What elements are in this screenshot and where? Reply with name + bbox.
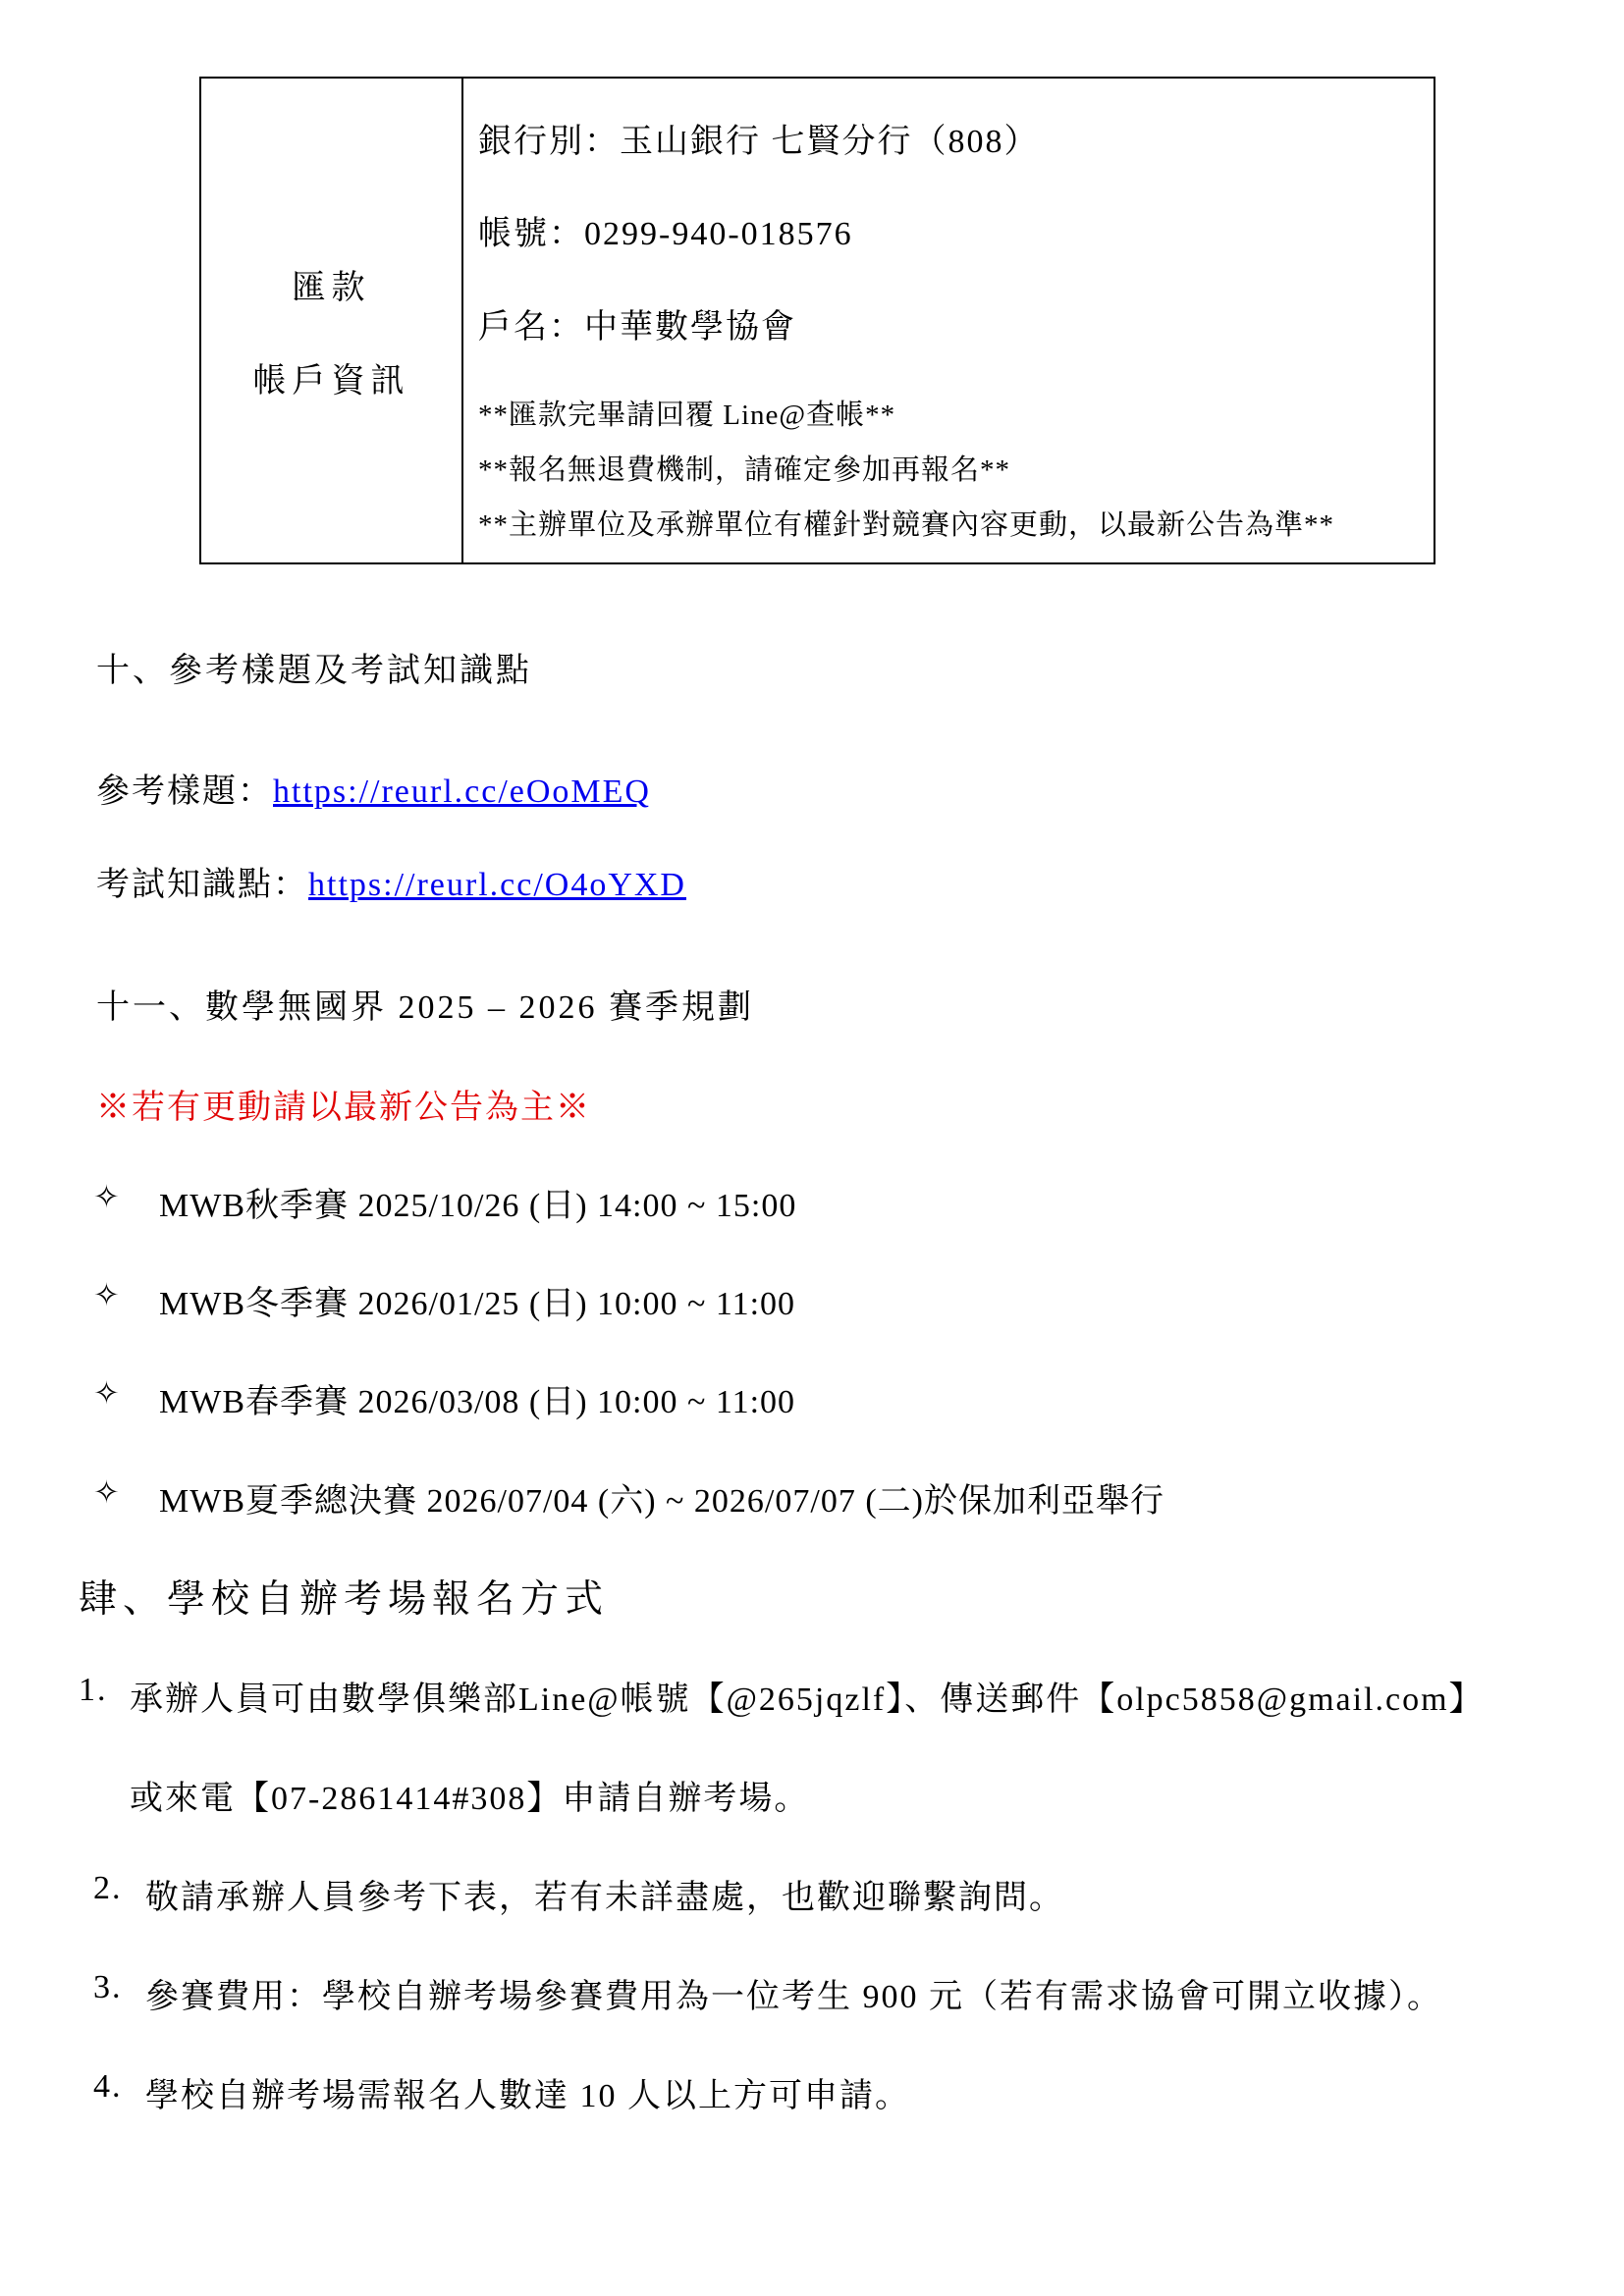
- list-item-text: 承辦人員可由數學俱樂部Line@帳號【@265jqzlf】、傳送郵件【olpc5858@gmail.com】: [130, 1682, 1485, 1718]
- note-line-check: **匯款完畢請回覆 Line@查帳**: [478, 400, 896, 431]
- remit-label-line1: 匯款: [292, 270, 371, 306]
- sample-questions-link[interactable]: https://reurl.cc/eOoMEQ: [273, 774, 651, 810]
- account-number: 帳號：0299-940-018576: [478, 216, 853, 252]
- section11-heading: 十一、數學無國界 2025 – 2026 賽季規劃: [96, 989, 754, 1026]
- section10-heading: 十、參考樣題及考試知識點: [96, 653, 532, 689]
- list-item-text: 參賽費用：學校自辦考場參賽費用為一位考生 900 元（若有需求協會可開立收據）。: [145, 1979, 1442, 2015]
- sample-questions-row: [96, 764, 651, 812]
- list-item-number: 3.: [93, 1969, 123, 2005]
- list-item-text: 學校自辦考場需報名人數達 10 人以上方可申請。: [145, 2078, 910, 2114]
- table-divider: [461, 79, 463, 562]
- bullet-star-icon: ✧: [93, 1375, 120, 1411]
- remit-label-line2: 帳戶資訊: [252, 363, 410, 400]
- bullet-star-icon: ✧: [93, 1179, 120, 1214]
- sample-questions-label: 參考樣題：: [96, 774, 273, 810]
- list-item-number: 4.: [93, 2068, 123, 2105]
- knowledge-points-link[interactable]: https://reurl.cc/O4oYXD: [308, 867, 686, 903]
- change-notice: ※若有更動請以最新公告為主※: [96, 1090, 591, 1126]
- list-item-number: 2.: [93, 1870, 123, 1906]
- schedule-item: MWB冬季賽 2026/01/25 (日) 10:00 ~ 11:00: [159, 1286, 796, 1322]
- list-item-number: 1.: [79, 1672, 108, 1708]
- section4-heading: 肆、學校自辦考場報名方式: [79, 1578, 610, 1621]
- note-no-refund: **報名無退費機制，請確定參加再報名**: [478, 454, 1011, 486]
- bullet-star-icon: ✧: [93, 1277, 120, 1312]
- bank-name: 銀行別：玉山銀行 七賢分行（808）: [478, 124, 1040, 160]
- bullet-star-icon: ✧: [93, 1474, 120, 1510]
- note-right-to-change: **主辦單位及承辦單位有權針對競賽內容更動，以最新公告為準**: [478, 509, 1335, 541]
- list-item-text-cont: 或來電【07-2861414#308】申請自辦考場。: [130, 1781, 810, 1817]
- schedule-item: MWB秋季賽 2025/10/26 (日) 14:00 ~ 15:00: [159, 1188, 797, 1224]
- list-item-text: 敬請承辦人員參考下表，若有未詳盡處，也歡迎聯繫詢問。: [145, 1880, 1064, 1916]
- knowledge-points-label: 考試知識點：: [96, 867, 308, 903]
- remittance-table: [199, 77, 1435, 564]
- schedule-item: MWB夏季總決賽 2026/07/04 (六) ~ 2026/07/07 (二)於保加利亞舉行: [159, 1483, 1164, 1520]
- knowledge-points-row: [96, 857, 686, 905]
- account-holder: 戶名：中華數學協會: [478, 309, 796, 346]
- schedule-item: MWB春季賽 2026/03/08 (日) 10:00 ~ 11:00: [159, 1384, 796, 1420]
